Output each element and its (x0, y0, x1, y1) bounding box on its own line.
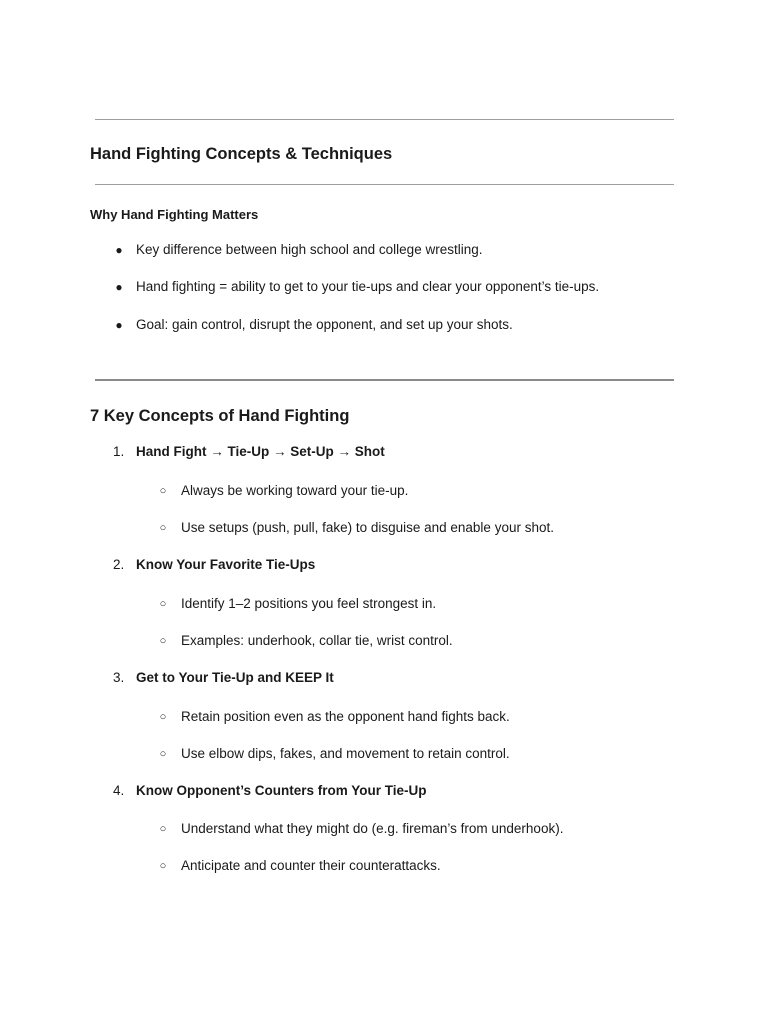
sub-item-text: Examples: underhook, collar tie, wrist control. (181, 633, 453, 648)
bullet-icon: ● (115, 243, 123, 257)
document-title: Hand Fighting Concepts & Techniques (90, 145, 393, 163)
item-number: 1. (113, 444, 125, 459)
section-divider (95, 379, 674, 381)
top-divider (95, 119, 674, 120)
section-heading-concepts: 7 Key Concepts of Hand Fighting (90, 407, 350, 425)
hollow-bullet-icon: ○ (159, 823, 167, 835)
list-item-text: Key difference between high school and college wrestling. (136, 242, 483, 257)
section-heading-why: Why Hand Fighting Matters (90, 207, 259, 222)
item-number: 2. (113, 557, 125, 572)
bullet-icon: ● (115, 280, 123, 294)
sub-item-text: Always be working toward your tie-up. (181, 483, 409, 498)
item-number: 3. (113, 670, 125, 685)
sub-item-text: Retain position even as the opponent hand fights back. (181, 709, 510, 724)
item-title: Hand Fight → Tie-Up → Set-Up → Shot (136, 444, 385, 459)
hollow-bullet-icon: ○ (159, 522, 167, 534)
sub-item-text: Use setups (push, pull, fake) to disguise and enable your shot. (181, 520, 554, 535)
list-item-text: Goal: gain control, disrupt the opponent, and set up your shots. (136, 317, 513, 332)
item-title: Know Your Favorite Tie-Ups (136, 557, 316, 572)
item-title: Get to Your Tie-Up and KEEP It (136, 670, 334, 685)
hollow-bullet-icon: ○ (159, 860, 167, 872)
hollow-bullet-icon: ○ (159, 711, 167, 723)
sub-item-text: Use elbow dips, fakes, and movement to retain control. (181, 746, 510, 761)
title-divider (95, 184, 674, 185)
hollow-bullet-icon: ○ (159, 485, 167, 497)
list-item-text: Hand fighting = ability to get to your tie-ups and clear your opponent’s tie-ups. (136, 279, 600, 294)
item-title: Know Opponent’s Counters from Your Tie-Up (136, 783, 427, 798)
hollow-bullet-icon: ○ (159, 598, 167, 610)
bullet-icon: ● (115, 318, 123, 332)
hollow-bullet-icon: ○ (159, 748, 167, 760)
sub-item-text: Identify 1–2 positions you feel strongest in. (181, 596, 437, 611)
sub-item-text: Anticipate and counter their counterattacks. (181, 858, 441, 873)
sub-item-text: Understand what they might do (e.g. fireman’s from underhook). (181, 821, 564, 836)
hollow-bullet-icon: ○ (159, 635, 167, 647)
item-number: 4. (113, 783, 125, 798)
